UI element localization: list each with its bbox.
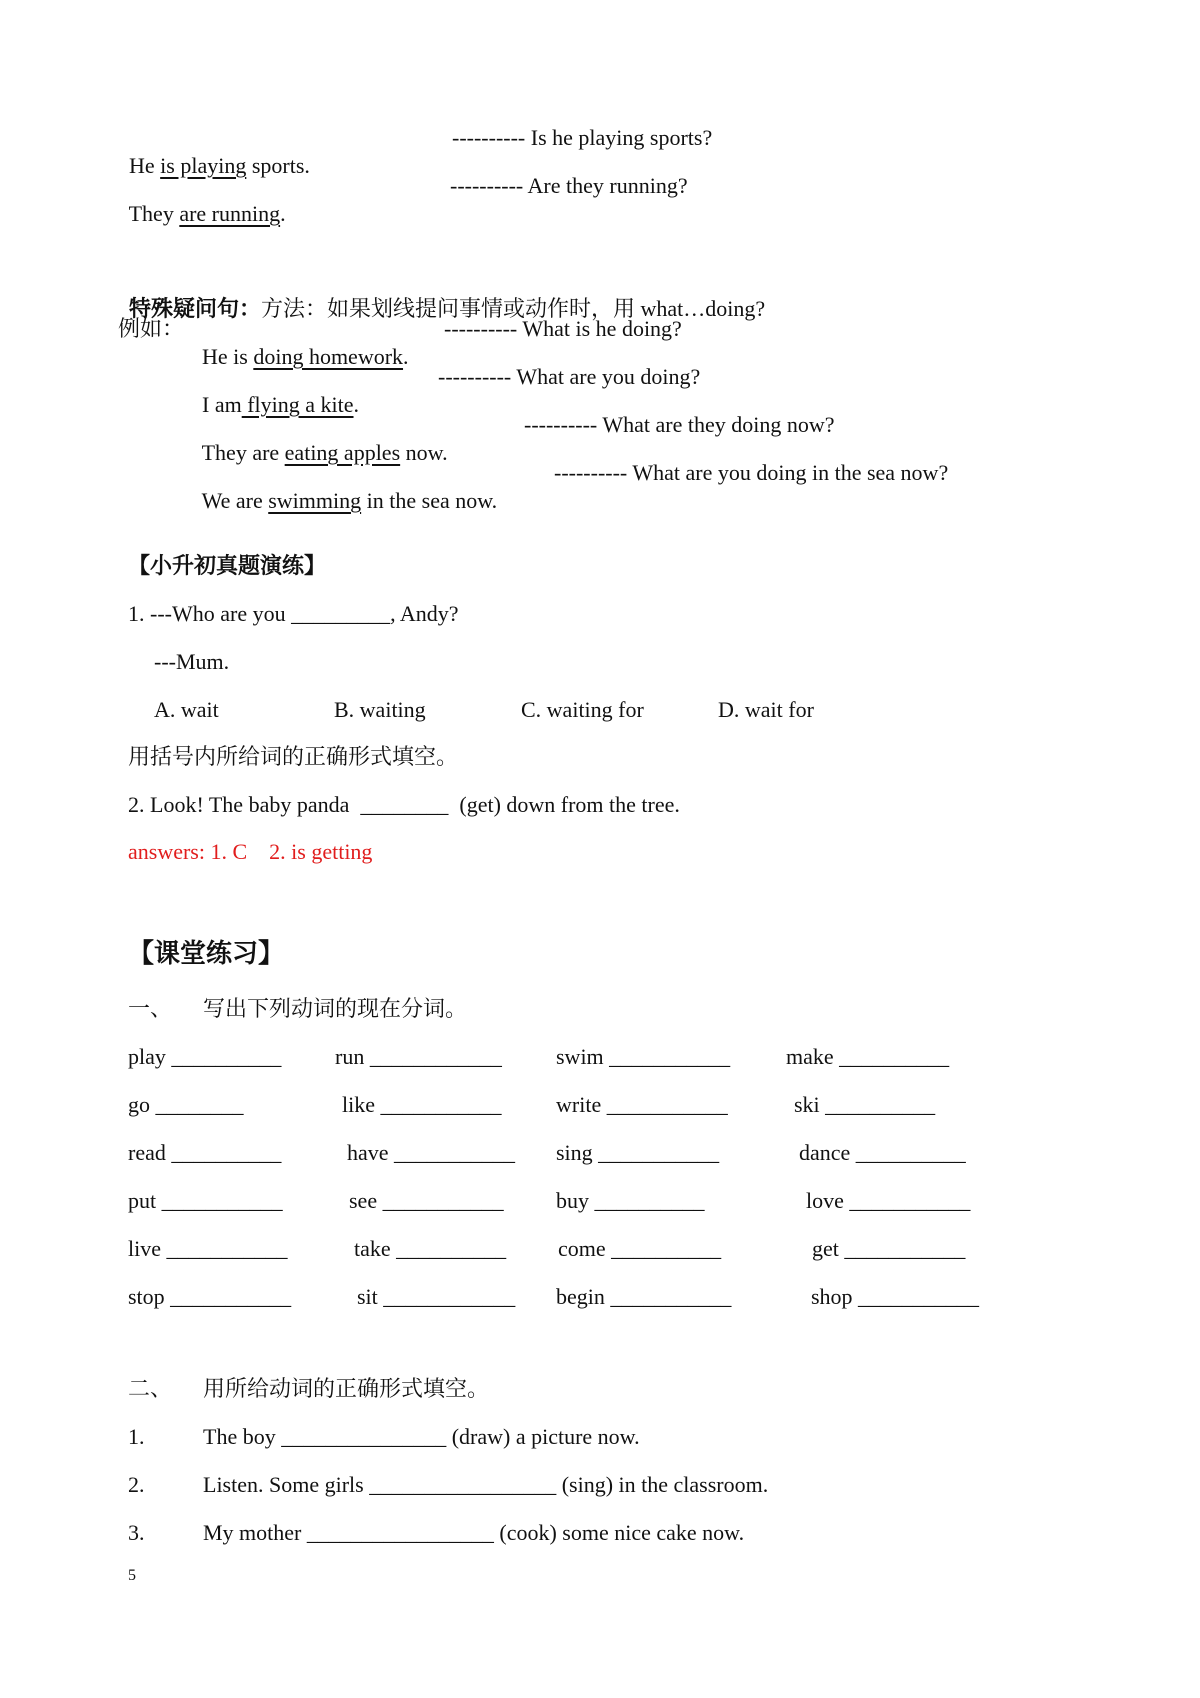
page-number: 5	[128, 1567, 136, 1584]
method-text: 方法：如果划线提问事情或动作时，用 what…doing?	[261, 296, 766, 321]
option-b: B. waiting	[334, 697, 426, 722]
question-2: 2. Look! The baby panda ________ (get) down from the tree.	[128, 792, 680, 817]
sentence-text: in the sea now.	[361, 488, 498, 513]
verb-blank: take __________	[354, 1236, 507, 1261]
question-transform: ---------- What are they doing now?	[524, 412, 835, 437]
verb-blank: dance __________	[799, 1140, 966, 1165]
verb-blank: stop ___________	[128, 1284, 292, 1309]
sentence-text: He	[129, 153, 161, 178]
verb-blank: get ___________	[812, 1236, 966, 1261]
question-transform: ---------- What are you doing?	[438, 364, 701, 389]
verb-blank: read __________	[128, 1140, 282, 1165]
verb-blank: make __________	[786, 1044, 950, 1069]
item-number: 3.	[128, 1520, 145, 1545]
item-number: 1.	[128, 1424, 145, 1449]
underlined-phrase: doing homework	[253, 344, 404, 369]
sentence-text: We are	[201, 488, 269, 513]
sentence-text: They are	[201, 440, 285, 465]
question-transform: ---------- Is he playing sports?	[452, 125, 713, 150]
sentence-text: .	[353, 392, 360, 417]
item-text: My mother _________________ (cook) some nice cake now.	[203, 1520, 745, 1545]
verb-blank: sit ____________	[357, 1284, 516, 1309]
question-transform: ---------- Are they running?	[450, 173, 688, 198]
section-2-number: 二、	[128, 1376, 173, 1401]
section-1-number: 一、	[128, 996, 173, 1021]
verb-blank: like ___________	[342, 1092, 502, 1117]
instruction: 用括号内所给词的正确形式填空。	[128, 744, 459, 769]
section-label-colon: ：	[239, 296, 262, 321]
item-text: Listen. Some girls _________________ (sing) in the classroom.	[203, 1472, 769, 1497]
underlined-phrase: eating apples	[284, 440, 401, 465]
verb-blank: ski __________	[794, 1092, 936, 1117]
verb-blank: swim ___________	[556, 1044, 731, 1069]
sentence-text: .	[403, 344, 409, 369]
verb-blank: put ___________	[128, 1188, 283, 1213]
option-d: D. wait for	[718, 697, 814, 722]
section-2-title: 用所给动词的正确形式填空。	[203, 1376, 490, 1401]
sentence-text: I am	[202, 392, 242, 417]
section-1-title: 写出下列动词的现在分词。	[203, 996, 468, 1021]
exam-section-title: 【小升初真题演练】	[128, 553, 327, 578]
verb-blank: write ___________	[556, 1092, 728, 1117]
sentence-text: .	[280, 201, 286, 226]
verb-blank: come __________	[558, 1236, 722, 1261]
question-transform: ---------- What is he doing?	[444, 316, 682, 341]
example-sentence	[191, 459, 497, 515]
practice-section-title: 【课堂练习】	[128, 939, 285, 968]
verb-blank: play __________	[128, 1044, 282, 1069]
verb-blank: see ___________	[349, 1188, 504, 1213]
verb-blank: shop ___________	[811, 1284, 980, 1309]
example-sentence	[118, 172, 286, 228]
section-label: 特殊疑问句	[129, 296, 240, 321]
verb-blank: sing ___________	[556, 1140, 720, 1165]
verb-blank: begin ___________	[556, 1284, 732, 1309]
underlined-phrase: are running	[179, 201, 281, 226]
sentence-text: He is	[202, 344, 254, 369]
example-label: 例如：	[118, 316, 185, 341]
sentence-text: They	[128, 201, 180, 226]
underlined-phrase: swimming	[268, 488, 362, 513]
verb-blank: live ___________	[128, 1236, 288, 1261]
sentence-text: sports.	[246, 153, 310, 178]
verb-blank: buy __________	[556, 1188, 705, 1213]
verb-blank: love ___________	[806, 1188, 971, 1213]
option-a: A. wait	[154, 697, 219, 722]
verb-blank: run ____________	[335, 1044, 502, 1069]
item-text: The boy _______________ (draw) a picture now.	[203, 1424, 640, 1449]
verb-blank: have ___________	[347, 1140, 516, 1165]
question-transform: ---------- What are you doing in the sea now?	[554, 460, 949, 485]
verb-blank: go ________	[128, 1092, 244, 1117]
underlined-phrase: flying a kite	[241, 392, 354, 417]
underlined-phrase: is playing	[160, 153, 247, 178]
option-c: C. waiting for	[521, 697, 644, 722]
question-1: 1. ---Who are you _________, Andy?	[128, 601, 459, 626]
sentence-text: now.	[400, 440, 448, 465]
question-1-reply: ---Mum.	[154, 649, 230, 674]
item-number: 2.	[128, 1472, 145, 1497]
answers: answers: 1. C 2. is getting	[128, 839, 373, 864]
